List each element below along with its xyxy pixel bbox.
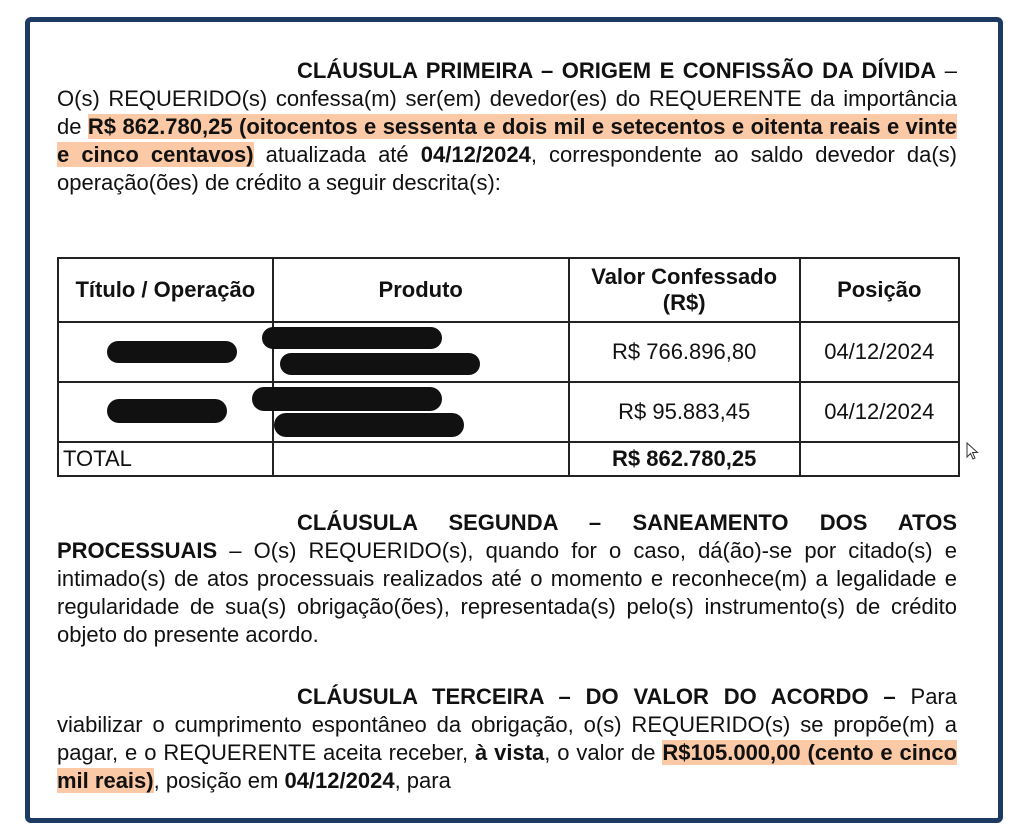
cell-titulo-redacted [58, 382, 273, 442]
cell-produto-redacted [273, 322, 569, 382]
clause-3-date: 04/12/2024 [284, 768, 395, 793]
clause-1-heading: CLÁUSULA PRIMEIRA – ORIGEM E CONFISSÃO DA DÍVIDA [297, 58, 937, 83]
table-row [58, 382, 959, 442]
header-posicao: Posição [800, 258, 959, 322]
table-row [58, 322, 959, 382]
total-empty-cell [800, 442, 959, 476]
clause-1-amount: R$ 862.780,25 (oitocentos e sessenta e dois mil e setecentos e oitenta reais e vinte e cinco centavos) [57, 114, 958, 167]
redaction-mark [274, 413, 464, 437]
redaction-mark [107, 399, 227, 423]
total-label: TOTAL [58, 442, 273, 476]
clause-3-text-c: , posição em [153, 768, 285, 793]
redaction-mark [107, 341, 237, 363]
clause-3-paragraph [57, 683, 957, 795]
table-header-row [58, 258, 959, 322]
clause-2-heading: CLÁUSULA SEGUNDA – SANEAMENTO DOS ATOS PROCESSUAIS [57, 510, 957, 563]
header-titulo: Título / Operação [58, 258, 273, 322]
clause-1-date: 04/12/2024 [420, 142, 531, 167]
document-viewer-frame [25, 17, 1003, 823]
cell-posicao: 04/12/2024 [800, 382, 959, 442]
total-value: R$ 862.780,25 [569, 442, 800, 476]
cell-produto-redacted [273, 382, 569, 442]
cell-posicao: 04/12/2024 [800, 322, 959, 382]
header-valor: Valor Confessado (R$) [569, 258, 800, 322]
mouse-cursor-icon [966, 442, 980, 460]
clause-1-text-a: – O(s) REQUERIDO(s) confessa(m) ser(em) devedor(es) do REQUERENTE da importância de [57, 58, 957, 139]
redaction-mark [252, 387, 442, 411]
clause-3-a-vista: à vista [475, 740, 545, 765]
clause-2-paragraph [57, 509, 957, 649]
clause-3-text-b: , o valor de [544, 740, 663, 765]
clause-1-paragraph [57, 57, 957, 197]
clause-2-text: – O(s) REQUERIDO(s), quando for o caso, dá(ão)-se por citado(s) e intimado(s) de atos processuais realizados até o momento e reconhece(m) a legalidade e regularidade de sua(s) obrigação(ões), representada(s) pelo(s) instrumento(s) de crédito objeto do presente acordo. [57, 538, 957, 647]
redaction-mark [280, 353, 480, 375]
clause-3-heading: CLÁUSULA TERCEIRA – DO VALOR DO ACORDO – [297, 684, 896, 709]
table-total-row [58, 442, 959, 476]
cell-titulo-redacted [58, 322, 273, 382]
redaction-mark [262, 327, 442, 349]
clause-3-amount: R$105.000,00 (cento e cinco mil reais) [57, 740, 958, 793]
clause-1-text-b: atualizada até [253, 142, 421, 167]
cell-valor: R$ 95.883,45 [569, 382, 800, 442]
clause-1-text-c: , correspondente ao saldo devedor da(s) operação(ões) de crédito a seguir descrita(s): [57, 142, 957, 195]
header-produto: Produto [273, 258, 569, 322]
operations-table [57, 257, 960, 477]
clause-3-text-a: Para viabilizar o cumprimento espontâneo da obrigação, o(s) REQUERIDO(s) se propõe(m) a pagar, e o REQUERENTE aceita receber, [57, 684, 957, 765]
clause-3-text-d: , para [394, 768, 451, 793]
cell-valor: R$ 766.896,80 [569, 322, 800, 382]
total-empty-cell [273, 442, 569, 476]
